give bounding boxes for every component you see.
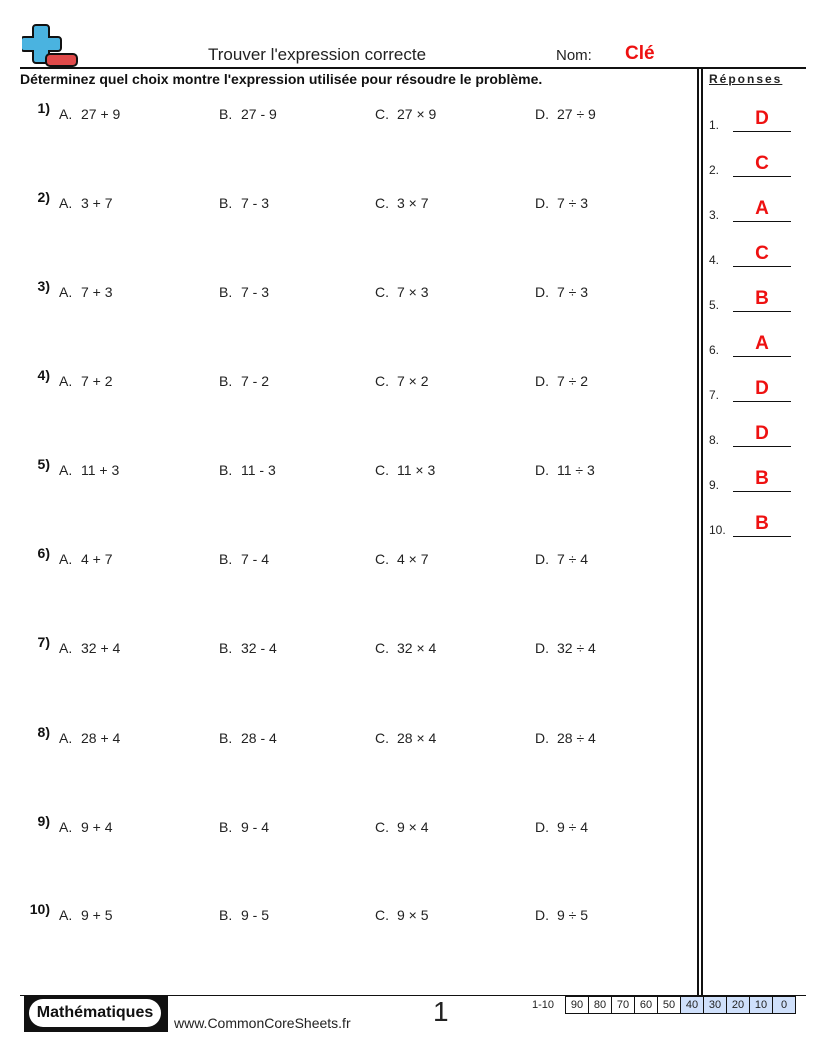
page-number: 1 (433, 996, 449, 1027)
answers-heading: Réponses (709, 72, 783, 86)
option-a: A. 3 + 7 (59, 195, 113, 211)
option-c: C. 32 × 4 (375, 640, 437, 656)
option-a: A. 27 + 9 (59, 106, 121, 122)
plus-minus-icon (22, 24, 80, 68)
score-cell: 90 (566, 997, 589, 1014)
header-divider (20, 67, 806, 69)
question-1 (20, 100, 680, 128)
question-number: 7) (37, 634, 50, 650)
question-number: 10) (29, 901, 50, 917)
score-cell: 10 (750, 997, 773, 1014)
score-cell: 30 (704, 997, 727, 1014)
question-10 (20, 901, 680, 929)
question-3 (20, 278, 680, 306)
answer-row-9: 9. B (709, 470, 799, 492)
score-table (565, 996, 796, 1014)
option-c: C. 4 × 7 (375, 551, 429, 567)
answer-column-divider (701, 69, 703, 995)
option-b: B. 9 - 4 (219, 819, 270, 835)
answer-value: D (755, 423, 769, 444)
option-d: D. 7 ÷ 3 (535, 284, 589, 300)
option-b: B. 9 - 5 (219, 907, 270, 923)
answer-column-divider (697, 69, 699, 995)
question-number: 8) (37, 724, 50, 740)
question-number: 2) (37, 189, 50, 205)
question-7 (20, 634, 680, 662)
option-d: D. 28 ÷ 4 (535, 730, 596, 746)
option-a: A. 4 + 7 (59, 551, 113, 567)
option-c: C. 9 × 4 (375, 819, 429, 835)
answer-row-5: 5. B (709, 290, 799, 312)
answer-value: C (755, 153, 769, 174)
score-range-label: 1-10 (532, 999, 555, 1011)
site-url: www.CommonCoreSheets.fr (174, 1015, 351, 1031)
option-c: C. 7 × 3 (375, 284, 429, 300)
answer-row-6: 6. A (709, 335, 799, 357)
subject-badge: Mathématiques (29, 999, 161, 1027)
score-cell: 20 (727, 997, 750, 1014)
question-6 (20, 545, 680, 573)
option-b: B. 7 - 3 (219, 195, 270, 211)
option-d: D. 7 ÷ 4 (535, 551, 589, 567)
question-number: 1) (37, 100, 50, 116)
option-a: A. 9 + 5 (59, 907, 113, 923)
option-b: B. 7 - 4 (219, 551, 270, 567)
question-2 (20, 189, 680, 217)
score-cell: 50 (658, 997, 681, 1014)
option-c: C. 9 × 5 (375, 907, 429, 923)
answer-row-7: 7. D (709, 380, 799, 402)
score-cell: 80 (589, 997, 612, 1014)
option-b: B. 28 - 4 (219, 730, 277, 746)
answer-row-3: 3. A (709, 200, 799, 222)
option-c: C. 3 × 7 (375, 195, 429, 211)
option-c: C. 7 × 2 (375, 373, 429, 389)
answer-row-2: 2. C (709, 155, 799, 177)
answer-row-4: 4. C (709, 245, 799, 267)
option-c: C. 27 × 9 (375, 106, 437, 122)
question-4 (20, 367, 680, 395)
option-c: C. 11 × 3 (375, 462, 436, 478)
option-a: A. 9 + 4 (59, 819, 113, 835)
question-9 (20, 813, 680, 841)
option-a: A. 11 + 3 (59, 462, 120, 478)
answer-value: B (755, 513, 769, 534)
score-cell: 40 (681, 997, 704, 1014)
score-cell: 70 (612, 997, 635, 1014)
name-value: Clé (625, 43, 655, 64)
answer-row-8: 8. D (709, 425, 799, 447)
option-d: D. 11 ÷ 3 (535, 462, 595, 478)
option-a: A. 7 + 2 (59, 373, 113, 389)
question-5 (20, 456, 680, 484)
question-number: 9) (37, 813, 50, 829)
instructions: Déterminez quel choix montre l'expression utilisée pour résoudre le problème. (20, 71, 543, 87)
option-c: C. 28 × 4 (375, 730, 437, 746)
score-cell: 0 (773, 997, 796, 1014)
option-d: D. 7 ÷ 3 (535, 195, 589, 211)
answer-row-10: 10. B (709, 515, 799, 537)
option-b: B. 7 - 3 (219, 284, 270, 300)
answer-row-1: 1. D (709, 110, 799, 132)
option-d: D. 7 ÷ 2 (535, 373, 589, 389)
option-b: B. 27 - 9 (219, 106, 277, 122)
answer-value: B (755, 288, 769, 309)
answer-value: B (755, 468, 769, 489)
option-a: A. 32 + 4 (59, 640, 121, 656)
option-a: A. 7 + 3 (59, 284, 113, 300)
answer-value: C (755, 243, 769, 264)
question-number: 6) (37, 545, 50, 561)
question-number: 3) (37, 278, 50, 294)
option-d: D. 27 ÷ 9 (535, 106, 596, 122)
option-d: D. 9 ÷ 5 (535, 907, 589, 923)
option-d: D. 32 ÷ 4 (535, 640, 596, 656)
score-cell: 60 (635, 997, 658, 1014)
worksheet-title: Trouver l'expression correcte (208, 45, 427, 64)
name-label: Nom: (556, 47, 592, 64)
option-a: A. 28 + 4 (59, 730, 121, 746)
answer-value: A (755, 333, 769, 354)
answer-value: A (755, 198, 769, 219)
option-b: B. 11 - 3 (219, 462, 276, 478)
option-d: D. 9 ÷ 4 (535, 819, 589, 835)
question-number: 4) (37, 367, 50, 383)
option-b: B. 7 - 2 (219, 373, 270, 389)
answer-value: D (755, 108, 769, 129)
option-b: B. 32 - 4 (219, 640, 277, 656)
question-8 (20, 724, 680, 752)
answer-value: D (755, 378, 769, 399)
question-number: 5) (37, 456, 50, 472)
